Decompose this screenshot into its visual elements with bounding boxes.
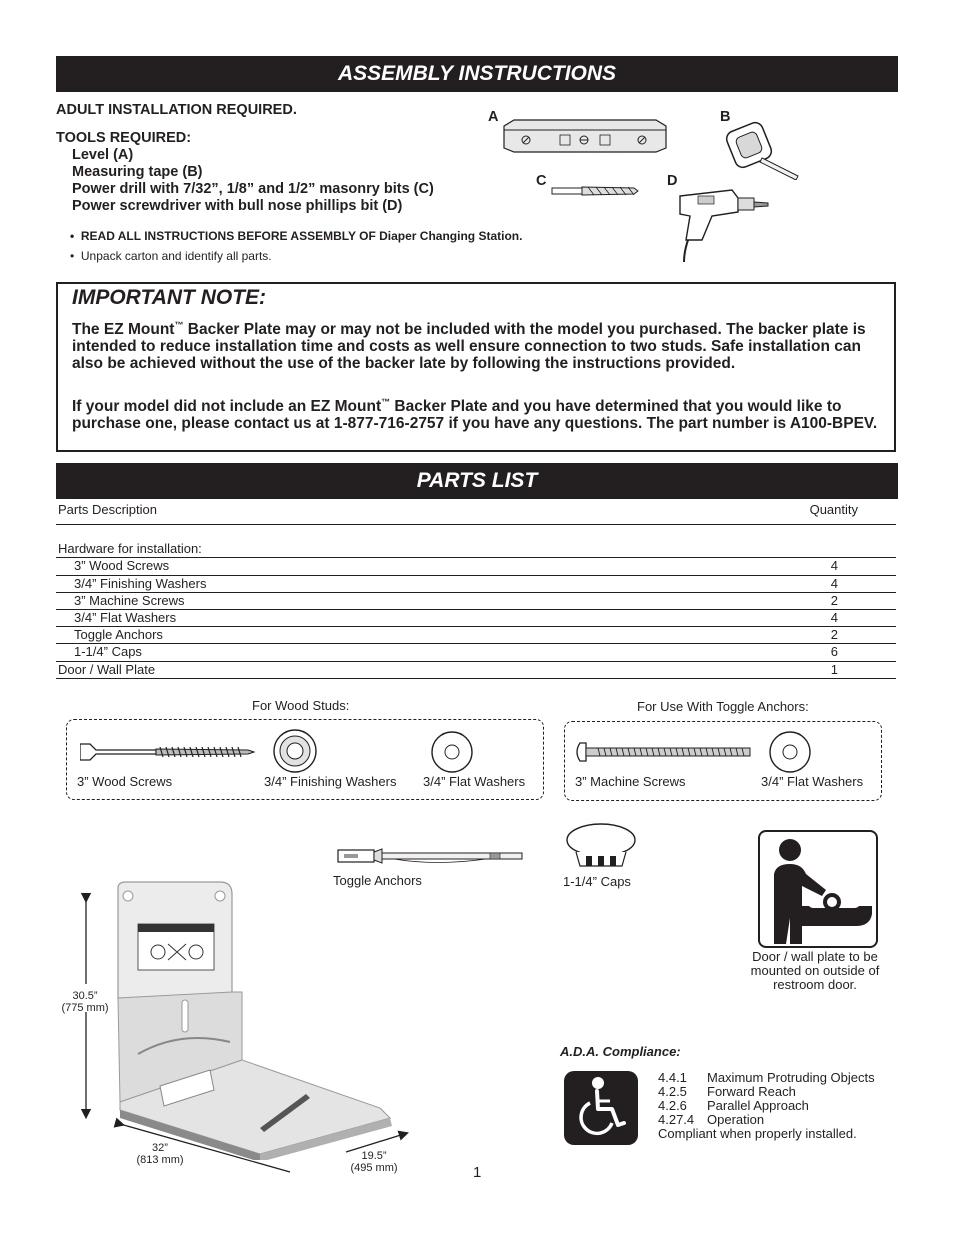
table-row: 3” Machine Screws 2 (56, 592, 896, 609)
ada-list (658, 1071, 875, 1141)
adult-install-note: ADULT INSTALLATION REQUIRED. (56, 102, 297, 118)
baby-changing-icon (760, 832, 876, 946)
page-number: 1 (473, 1164, 482, 1181)
tool-item: Level (A) (72, 147, 134, 163)
bullet-read-all: • READ ALL INSTRUCTIONS BEFORE ASSEMBLY OF Diaper Changing Station. (70, 229, 523, 243)
page-title: ASSEMBLY INSTRUCTIONS (56, 56, 898, 92)
table-row: Door / Wall Plate 1 (56, 661, 896, 678)
ada-title: A.D.A. Compliance: (560, 1044, 681, 1059)
wood-screw-icon (80, 742, 256, 762)
table-header (56, 502, 896, 525)
important-note-paragraph-2: If your model did not include an EZ Mount™ Backer Plate and you have determined that you would like to purchase one, please contact us at 1-877-716-2757 if you have any questions. The part number is A100-BPEV. (72, 397, 878, 433)
parts-table (56, 502, 896, 679)
wheelchair-symbol (564, 1071, 638, 1145)
tool-item: Power drill with 7/32”, 1/8” and 1/2” masonry bits (C) (72, 181, 434, 197)
dimension-lines (70, 886, 420, 1176)
column-header-quantity: Quantity (746, 502, 896, 525)
tool-item: Measuring tape (B) (72, 164, 203, 180)
important-note-paragraph-1: The EZ Mount™ Backer Plate may or may not be included with the model you purchased. The backer plate is intended to reduce installation time and costs as well ensure connection to two studs. Safe installation can also be achieved without the use of the backer late by following the instructions provided. (72, 320, 866, 373)
bullet-text: READ ALL INSTRUCTIONS BEFORE ASSEMBLY OF Diaper Changing Station. (80, 229, 523, 243)
toggle-anchors-heading: For Use With Toggle Anchors: (637, 699, 809, 714)
ada-item: 4.4.1 Maximum Protruding Objects (658, 1070, 875, 1085)
important-note-title: IMPORTANT NOTE: (72, 286, 267, 309)
wood-screws-label: 3” Wood Screws (77, 774, 173, 789)
parts-list-title: PARTS LIST (56, 463, 898, 499)
toggle-anchors-label: Toggle Anchors (333, 873, 422, 888)
power-drill-icon (672, 188, 772, 264)
table-row (56, 541, 896, 558)
cap-icon (564, 822, 638, 872)
machine-screws-label: 3” Machine Screws (575, 774, 686, 789)
tool-label-d: D (667, 173, 678, 189)
door-plate-caption: Door / wall plate to be mounted on outside of restroom door. (750, 949, 880, 992)
column-header-description: Parts Description (56, 502, 746, 525)
finishing-washers-label: 3/4” Finishing Washers (264, 774, 397, 789)
tool-item: Power screwdriver with bull nose phillips bit (D) (72, 198, 403, 214)
measuring-tape-icon (722, 118, 802, 180)
bullet-text: Unpack carton and identify all parts. (80, 249, 272, 263)
tools-heading: TOOLS REQUIRED: (56, 130, 192, 146)
ada-item: 4.2.6 Parallel Approach (658, 1098, 809, 1113)
finishing-washer-icon (272, 728, 318, 774)
table-row: 3” Wood Screws 4 (56, 558, 896, 575)
wheelchair-icon (564, 1071, 638, 1145)
table-row: Toggle Anchors 2 (56, 627, 896, 644)
ada-footer: Compliant when properly installed. (658, 1126, 857, 1141)
door-wall-plate-sign (758, 830, 878, 948)
group-label: Hardware for installation: (56, 541, 746, 558)
height-dimension: 30.5” (775 mm) (61, 990, 109, 1014)
flat-washer-icon (430, 730, 474, 774)
flat-washer-icon (768, 730, 812, 774)
flat-washers-label: 3/4” Flat Washers (761, 774, 864, 789)
table-row: 3/4” Finishing Washers 4 (56, 575, 896, 592)
ada-item: 4.2.5 Forward Reach (658, 1084, 796, 1099)
table-row: 1-1/4” Caps 6 (56, 644, 896, 661)
table-row: 3/4” Flat Washers 4 (56, 609, 896, 626)
wood-studs-heading: For Wood Studs: (252, 698, 350, 713)
machine-screw-icon (574, 741, 752, 763)
ada-item: 4.27.4 Operation (658, 1112, 765, 1127)
caps-label: 1-1/4” Caps (563, 874, 631, 889)
depth-dimension: 19.5” (495 mm) (350, 1150, 398, 1174)
tools-list (72, 147, 434, 215)
toggle-anchor-icon (336, 846, 524, 868)
flat-washers-label: 3/4” Flat Washers (423, 774, 526, 789)
tool-label-b: B (720, 109, 731, 125)
tool-label-a: A (488, 109, 499, 125)
drill-bit-icon (550, 184, 640, 198)
tool-label-c: C (536, 173, 547, 189)
width-dimension: 32” (813 mm) (136, 1142, 184, 1166)
level-icon (500, 118, 670, 154)
bullet-unpack: • Unpack carton and identify all parts. (70, 249, 272, 263)
